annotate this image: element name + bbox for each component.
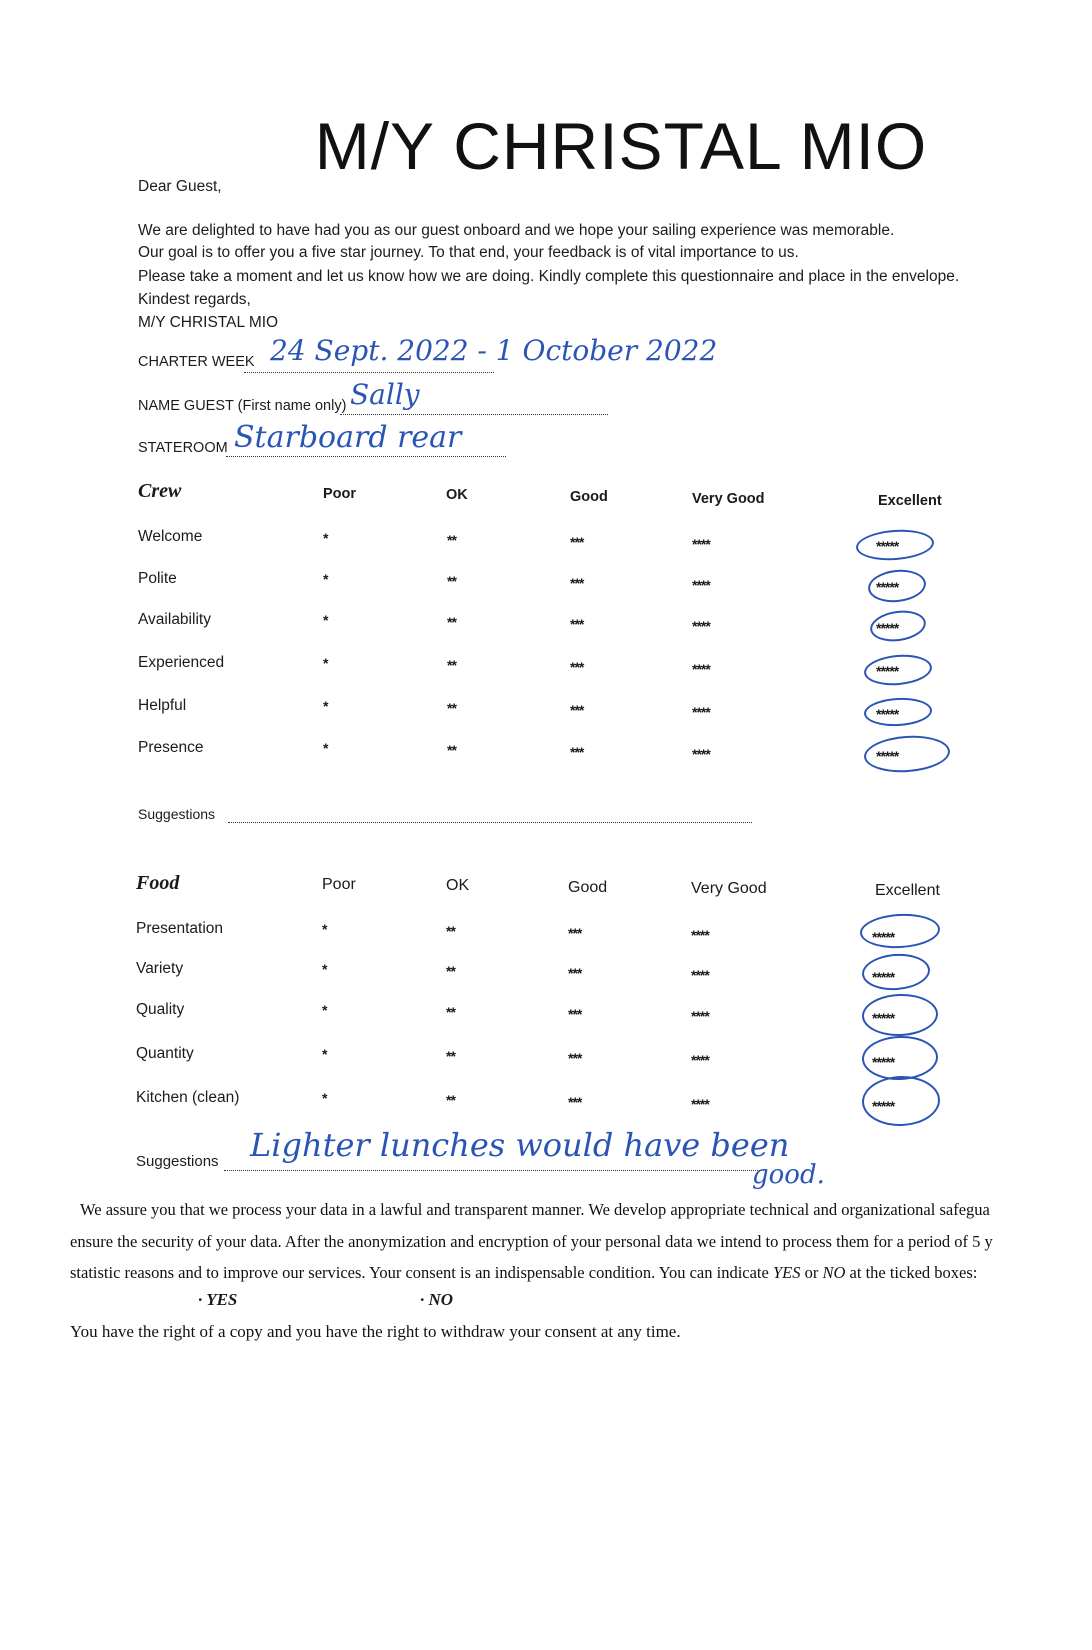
rating-excellent[interactable]: *****	[872, 1054, 895, 1070]
selection-circle	[861, 993, 938, 1038]
rating-ok[interactable]: **	[447, 657, 456, 673]
stateroom-line	[226, 456, 506, 457]
rating-excellent[interactable]: *****	[876, 538, 899, 554]
selection-circle	[863, 733, 951, 775]
rating-poor[interactable]: *	[323, 612, 328, 628]
selection-circle	[861, 1035, 938, 1082]
food-col-ok: OK	[446, 877, 470, 894]
rating-good[interactable]: ***	[570, 534, 584, 550]
crew-row-label: Experienced	[138, 654, 225, 671]
rating-very-good[interactable]: ****	[691, 1096, 709, 1112]
food-row-label: Quantity	[136, 1045, 194, 1062]
crew-row-label: Availability	[138, 611, 211, 628]
selection-circle	[855, 527, 935, 562]
name-guest-line	[340, 414, 608, 415]
selection-circle	[859, 912, 941, 950]
crew-col-poor: Poor	[323, 486, 357, 502]
charter-week-label: CHARTER WEEK	[138, 354, 255, 370]
rating-ok[interactable]: **	[447, 573, 456, 589]
crew-suggestions-line	[228, 822, 752, 823]
rating-good[interactable]: ***	[568, 1006, 582, 1022]
rating-excellent[interactable]: *****	[876, 706, 899, 722]
rating-poor[interactable]: *	[323, 530, 328, 546]
legal-line-3: statistic reasons and to improve our services. Your consent is an indispensable condition. You can indicate YES or NO at the ticked boxes:	[70, 1263, 978, 1282]
food-suggestions-label: Suggestions	[136, 1153, 219, 1170]
crew-row-label: Presence	[138, 739, 204, 756]
rating-very-good[interactable]: ****	[692, 618, 710, 634]
rating-very-good[interactable]: ****	[692, 746, 710, 762]
crew-col-excellent: Excellent	[878, 493, 942, 509]
rating-poor[interactable]: *	[322, 1090, 327, 1106]
rating-ok[interactable]: **	[446, 1004, 455, 1020]
rating-excellent[interactable]: *****	[876, 748, 899, 764]
intro-line-2: Our goal is to offer you a five star journey. To that end, your feedback is of vital importance to us.	[138, 244, 799, 261]
rating-good[interactable]: ***	[568, 1050, 582, 1066]
rating-poor[interactable]: *	[322, 1002, 327, 1018]
rating-ok[interactable]: **	[447, 700, 456, 716]
rating-excellent[interactable]: *****	[872, 1098, 895, 1114]
rating-ok[interactable]: **	[446, 963, 455, 979]
rating-good[interactable]: ***	[568, 965, 582, 981]
food-suggestions-field[interactable]: Lighter lunches would have been	[250, 1126, 790, 1164]
food-row-label: Presentation	[136, 920, 224, 937]
name-guest-field[interactable]: Sally	[350, 378, 420, 411]
rating-poor[interactable]: *	[322, 1046, 327, 1062]
food-col-excellent: Excellent	[875, 882, 940, 899]
rating-good[interactable]: ***	[570, 702, 584, 718]
rating-very-good[interactable]: ****	[692, 536, 710, 552]
intro-line-1: We are delighted to have had you as our guest onboard and we hope your sailing experience was memorable.	[138, 222, 895, 239]
rating-good[interactable]: ***	[568, 925, 582, 941]
rating-very-good[interactable]: ****	[691, 967, 709, 983]
food-section-title: Food	[136, 872, 180, 894]
food-row-label: Variety	[136, 960, 184, 977]
intro-line-3: Please take a moment and let us know how we are doing. Kindly complete this questionnaire and place in the envelope.	[138, 268, 960, 285]
rating-excellent[interactable]: *****	[872, 929, 895, 945]
food-col-very-good: Very Good	[691, 880, 767, 897]
rating-excellent[interactable]: *****	[876, 620, 899, 636]
rating-very-good[interactable]: ****	[692, 577, 710, 593]
rating-ok[interactable]: **	[446, 923, 455, 939]
selection-circle	[866, 567, 927, 605]
rating-excellent[interactable]: *****	[876, 579, 899, 595]
rating-good[interactable]: ***	[570, 659, 584, 675]
rating-excellent[interactable]: *****	[872, 969, 895, 985]
stateroom-label: STATEROOM	[138, 440, 228, 456]
rating-poor[interactable]: *	[323, 655, 328, 671]
charter-week-field[interactable]: 24 Sept. 2022 - 1 October 2022	[270, 334, 718, 367]
food-suggestions-field-cont[interactable]: good.	[752, 1160, 825, 1190]
crew-row-label: Polite	[138, 570, 177, 587]
greeting: Dear Guest,	[138, 178, 222, 195]
crew-section-title: Crew	[138, 480, 182, 502]
rating-ok[interactable]: **	[447, 742, 456, 758]
rating-excellent[interactable]: *****	[876, 663, 899, 679]
stateroom-field[interactable]: Starboard rear	[234, 420, 462, 455]
rating-ok[interactable]: **	[446, 1092, 455, 1108]
rating-very-good[interactable]: ****	[691, 927, 709, 943]
consent-yes-box[interactable]: · YES	[198, 1290, 238, 1309]
rating-ok[interactable]: **	[446, 1048, 455, 1064]
rating-poor[interactable]: *	[322, 921, 327, 937]
legal-line-2: ensure the security of your data. After the anonymization and encryption of your personal data we intend to process them for a period of 5 y	[70, 1232, 993, 1251]
rating-poor[interactable]: *	[323, 571, 328, 587]
rating-very-good[interactable]: ****	[691, 1052, 709, 1068]
food-col-good: Good	[568, 879, 608, 896]
rating-poor[interactable]: *	[323, 740, 328, 756]
selection-circle	[868, 607, 928, 645]
food-suggestions-line	[224, 1170, 764, 1171]
intro-line-5: M/Y CHRISTAL MIO	[138, 314, 279, 331]
consent-no-box[interactable]: · NO	[420, 1290, 454, 1309]
crew-suggestions-label: Suggestions	[138, 806, 216, 822]
rating-poor[interactable]: *	[323, 698, 328, 714]
rating-good[interactable]: ***	[570, 575, 584, 591]
selection-circle	[863, 652, 933, 688]
rating-very-good[interactable]: ****	[692, 704, 710, 720]
crew-row-label: Helpful	[138, 697, 187, 714]
food-row-label: Kitchen (clean)	[136, 1089, 240, 1106]
rating-good[interactable]: ***	[570, 744, 584, 760]
rating-ok[interactable]: **	[447, 614, 456, 630]
crew-col-good: Good	[570, 489, 608, 505]
intro-line-4: Kindest regards,	[138, 291, 251, 308]
selection-circle	[863, 696, 932, 728]
charter-week-line	[244, 372, 494, 373]
rating-good[interactable]: ***	[568, 1094, 582, 1110]
legal-line-1: We assure you that we process your data in a lawful and transparent manner. We develop appropriate technical and organizational safegua	[80, 1200, 990, 1219]
food-col-poor: Poor	[322, 876, 356, 893]
page-title: M/Y CHRISTAL MIO	[314, 109, 928, 183]
name-guest-label: NAME GUEST (First name only)	[138, 398, 347, 414]
rating-very-good[interactable]: ****	[692, 661, 710, 677]
rating-ok[interactable]: **	[447, 532, 456, 548]
rating-excellent[interactable]: *****	[872, 1010, 895, 1026]
selection-circle	[861, 1075, 941, 1128]
rights-statement: You have the right of a copy and you have the right to withdraw your consent at any time.	[70, 1322, 681, 1341]
rating-good[interactable]: ***	[570, 616, 584, 632]
crew-row-label: Welcome	[138, 528, 203, 545]
rating-poor[interactable]: *	[322, 961, 327, 977]
crew-col-ok: OK	[446, 487, 468, 503]
selection-circle	[861, 952, 931, 993]
crew-col-very-good: Very Good	[692, 491, 765, 507]
food-row-label: Quality	[136, 1001, 185, 1018]
rating-very-good[interactable]: ****	[691, 1008, 709, 1024]
